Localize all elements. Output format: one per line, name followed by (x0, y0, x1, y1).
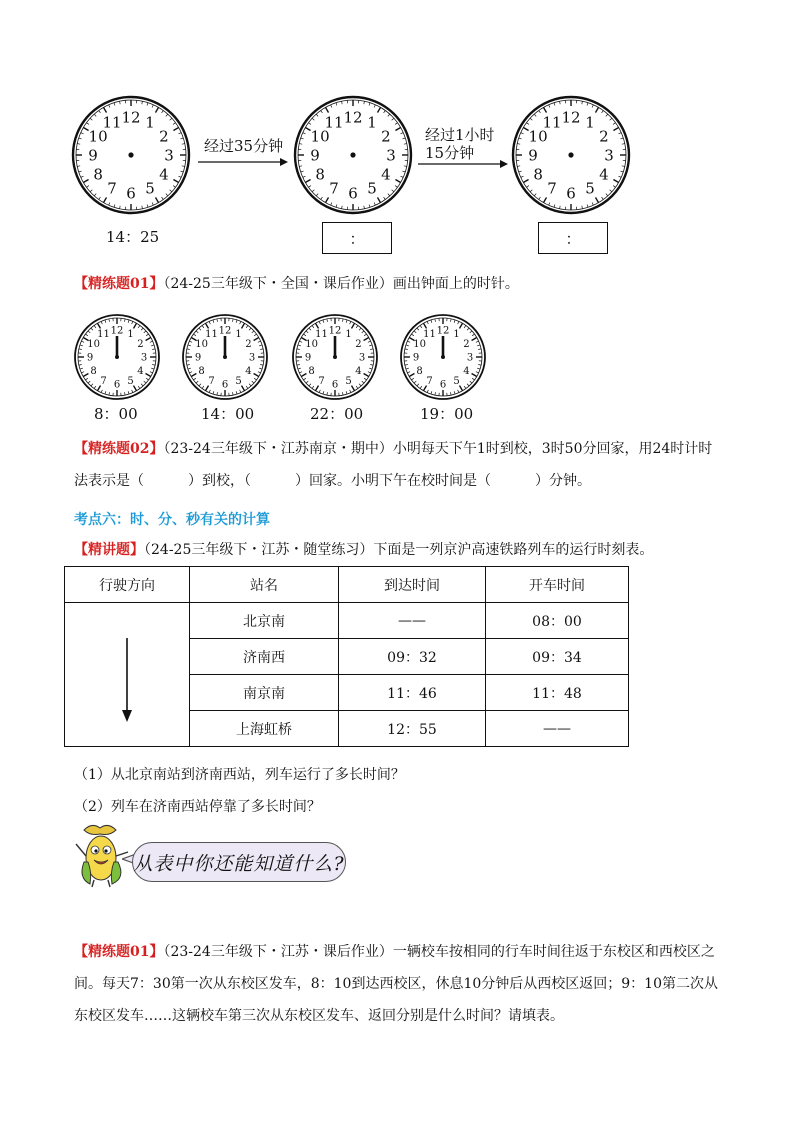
clock-number: 11 (97, 329, 110, 341)
clock-number: 8 (93, 165, 103, 184)
clock-number: 2 (245, 339, 252, 351)
depart-cell: 08：00 (486, 603, 629, 639)
clock-number: 5 (453, 375, 460, 387)
clock-number: 8 (90, 366, 97, 378)
clock-number: 5 (367, 179, 377, 198)
exercise1-time-2: 14：00 (201, 405, 255, 423)
clock-number: 12 (110, 325, 124, 337)
clock-number: 7 (208, 375, 215, 387)
clock-center-dot (350, 152, 355, 157)
clock-number: 11 (542, 113, 562, 132)
table-header-row (65, 567, 629, 603)
exercise3-text-1: （23-24三年级下・江苏・课后作业）一辆校车按相同的行车时间往返于东校区和西校区之 (163, 944, 715, 960)
clock-number: 3 (164, 146, 174, 165)
clock-number: 10 (528, 127, 548, 146)
clock-number: 4 (599, 165, 609, 184)
clock-number: 6 (126, 184, 136, 203)
train-timetable (64, 566, 629, 747)
clock-number: 11 (102, 113, 122, 132)
question-2: （2）列车在济南西站停靠了多长时间？ (74, 799, 321, 815)
clock-number: 9 (304, 352, 312, 364)
exercise2-text-2c: ）回家。小明下午在校时间是（ (295, 473, 491, 489)
clock-number: 10 (305, 339, 318, 351)
clock-center-dot (568, 152, 573, 157)
clock-number: 12 (343, 108, 363, 127)
clock-number: 1 (235, 329, 242, 341)
lecture-text: （24-25三年级下・江苏・随堂练习）下面是一列京沪高速铁路列车的运行时刻表。 (144, 542, 654, 558)
start-time: 14：25 (106, 228, 160, 246)
answer-box-1-text: ： (349, 229, 365, 248)
clock-number: 4 (355, 366, 362, 378)
clock-number: 2 (159, 127, 169, 146)
clock-number: 3 (466, 352, 474, 364)
clock-number: 7 (329, 179, 339, 198)
clock-number: 7 (426, 375, 433, 387)
clock-number: 5 (235, 375, 242, 387)
clock-number: 6 (566, 184, 576, 203)
clock-number: 5 (145, 179, 155, 198)
clock-number: 1 (345, 329, 352, 341)
clock-number: 6 (221, 379, 229, 391)
clock-number: 11 (205, 329, 218, 341)
clock-face-small-4[interactable] (398, 312, 488, 402)
clock-number: 4 (245, 366, 252, 378)
section-heading: 考点六：时、分、秒有关的计算 (74, 512, 270, 528)
clock-number: 4 (381, 165, 391, 184)
station-cell: 南京南 (190, 675, 339, 711)
depart-cell: 11：48 (486, 675, 629, 711)
clock-number: 3 (248, 352, 256, 364)
clock-number: 7 (107, 179, 117, 198)
clock-number: 3 (140, 352, 148, 364)
clock-face-small-3[interactable] (290, 312, 380, 402)
exercise1-prompt (74, 274, 519, 294)
exercise2-line1 (74, 439, 712, 459)
clock-number: 8 (198, 366, 205, 378)
clock-number: 9 (88, 146, 98, 165)
exercise2-text-2d: ）分钟。 (535, 473, 591, 489)
clock-number: 10 (413, 339, 426, 351)
arrive-cell: 11：46 (339, 675, 486, 711)
exercise1-text: 画出钟面上的时针。 (392, 276, 519, 292)
clock-number: 9 (412, 352, 420, 364)
clock-center-dot (441, 355, 445, 359)
exercise1-time-1: 8：00 (94, 405, 138, 423)
clock-number: 9 (86, 352, 94, 364)
exercise1-source: （24-25三年级下・全国・课后作业） (163, 276, 393, 292)
header-direction: 行驶方向 (65, 567, 190, 603)
clock-number: 4 (463, 366, 470, 378)
exercise2-tag: 【精练题02】 (74, 441, 164, 457)
exercise1-time-3: 22：00 (310, 405, 364, 423)
clock-number: 5 (585, 179, 595, 198)
clock-number: 9 (528, 146, 538, 165)
answer-box-2-text: ： (565, 229, 581, 248)
exercise2-text-2a: 法表示是（ (74, 473, 144, 489)
exercise3-tag: 【精练题01】 (74, 944, 164, 960)
clock-number: 1 (145, 113, 155, 132)
clock-number: 8 (416, 366, 423, 378)
clock-number: 5 (345, 375, 352, 387)
clock-number: 9 (194, 352, 202, 364)
clock-number: 2 (463, 339, 470, 351)
clock-number: 12 (218, 325, 232, 337)
arrive-cell: 12：55 (339, 711, 486, 747)
arrow-right-icon (418, 158, 508, 170)
answer-box-2[interactable] (538, 222, 608, 254)
clock-number: 12 (561, 108, 581, 127)
clock-number: 7 (318, 375, 325, 387)
question-1: （1）从北京南站到济南西站，列车运行了多长时间？ (74, 767, 405, 783)
clock-face-small-2[interactable] (180, 312, 270, 402)
clock-number: 10 (310, 127, 330, 146)
clock-number: 2 (137, 339, 144, 351)
clock-number: 10 (88, 127, 108, 146)
clock-face-middle (292, 94, 414, 216)
depart-cell: 09：34 (486, 639, 629, 675)
arrow1-label: 经过35分钟 (204, 137, 284, 155)
direction-cell (65, 603, 190, 747)
exercise1-tag: 【精练题01】 (74, 276, 164, 292)
clock-number: 7 (547, 179, 557, 198)
clock-number: 8 (533, 165, 543, 184)
arrow-right-icon (198, 156, 288, 168)
clock-number: 6 (331, 379, 339, 391)
clock-number: 4 (137, 366, 144, 378)
clock-face-start (70, 94, 192, 216)
clock-number: 2 (599, 127, 609, 146)
station-cell: 济南西 (190, 639, 339, 675)
exercise2-text-1: （23-24三年级下・江苏南京・期中）小明每天下午1时到校，3时50分回家，用24时计时 (163, 441, 713, 457)
clock-face-small-1[interactable] (72, 312, 162, 402)
clock-face-end (510, 94, 632, 216)
clock-number: 1 (367, 113, 377, 132)
arrow-down-icon (120, 638, 134, 722)
lecture-prompt (74, 540, 653, 560)
clock-number: 8 (315, 165, 325, 184)
clock-number: 1 (585, 113, 595, 132)
depart-cell: —— (486, 711, 629, 747)
clock-number: 9 (310, 146, 320, 165)
clock-number: 11 (315, 329, 328, 341)
clock-number: 3 (604, 146, 614, 165)
clock-number: 6 (113, 379, 121, 391)
clock-number: 2 (355, 339, 362, 351)
clock-number: 12 (328, 325, 342, 337)
header-arrive: 到达时间 (339, 567, 486, 603)
answer-box-1[interactable] (322, 222, 392, 254)
station-cell: 上海虹桥 (190, 711, 339, 747)
clock-center-dot (115, 355, 119, 359)
header-station: 站名 (190, 567, 339, 603)
clock-number: 10 (87, 339, 100, 351)
lecture-tag: 【精讲题】 (74, 542, 144, 558)
clock-number: 3 (358, 352, 366, 364)
clock-number: 7 (100, 375, 107, 387)
clock-number: 1 (127, 329, 134, 341)
clock-number: 10 (195, 339, 208, 351)
header-depart: 开车时间 (486, 567, 629, 603)
clock-center-dot (128, 152, 133, 157)
arrive-cell: —— (339, 603, 486, 639)
clock-number: 12 (121, 108, 141, 127)
clock-number: 3 (386, 146, 396, 165)
exercise2-text-2b: ）到校，（ (188, 473, 251, 489)
clock-number: 6 (439, 379, 447, 391)
arrow2-label-line2: 15分钟 (425, 144, 475, 162)
speech-bubble (132, 842, 346, 882)
table-row (65, 603, 629, 639)
clock-number: 2 (381, 127, 391, 146)
arrow2-label-line1: 经过1小时 (425, 126, 495, 144)
clock-center-dot (333, 355, 337, 359)
arrive-cell: 09：32 (339, 639, 486, 675)
clock-number: 4 (159, 165, 169, 184)
clock-number: 6 (348, 184, 358, 203)
clock-number: 12 (436, 325, 450, 337)
exercise3-line3: 东校区发车……这辆校车第三次从东校区发车、返回分别是什么时间？请填表。 (74, 1008, 564, 1024)
station-cell: 北京南 (190, 603, 339, 639)
exercise3-line1 (74, 942, 715, 962)
clock-number: 5 (127, 375, 134, 387)
exercise3-line2: 间。每天7：30第一次从东校区发车，8：10到达西校区，休息10分钟后从西校区返回；9：10第二次从 (74, 976, 718, 992)
speech-bubble-text: 从表中你还能知道什么? (133, 852, 345, 875)
clock-number: 11 (423, 329, 436, 341)
clock-number: 11 (324, 113, 344, 132)
clock-number: 1 (453, 329, 460, 341)
exercise2-line2 (74, 471, 591, 491)
clock-center-dot (223, 355, 227, 359)
exercise1-time-4: 19：00 (420, 405, 474, 423)
clock-number: 8 (308, 366, 315, 378)
